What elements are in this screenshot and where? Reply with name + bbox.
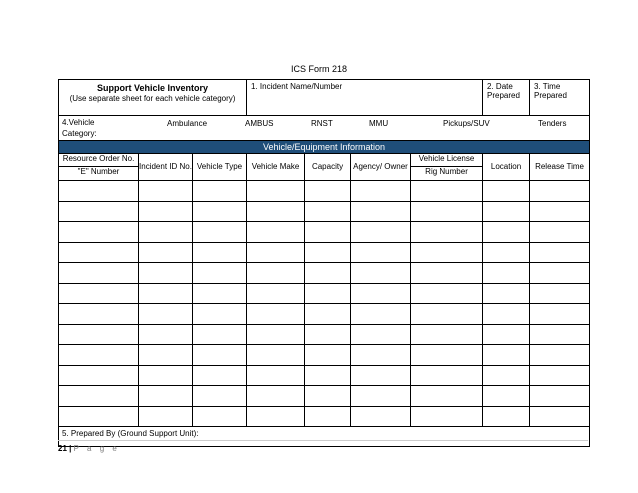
table-cell[interactable] xyxy=(59,181,139,202)
table-row xyxy=(59,283,590,304)
table-cell[interactable] xyxy=(247,406,305,427)
table-row xyxy=(59,365,590,386)
table-cell[interactable] xyxy=(59,406,139,427)
table-cell[interactable] xyxy=(483,222,530,243)
table-cell[interactable] xyxy=(530,386,590,407)
table-cell[interactable] xyxy=(247,304,305,325)
table-cell[interactable] xyxy=(483,181,530,202)
table-row xyxy=(59,304,590,325)
table-row xyxy=(59,181,590,202)
table-cell[interactable] xyxy=(139,304,193,325)
table-cell[interactable] xyxy=(193,365,247,386)
col-vehicle-license-top: Vehicle License xyxy=(411,154,482,167)
time-prepared-field[interactable] xyxy=(530,80,590,116)
table-cell[interactable] xyxy=(139,406,193,427)
table-cell[interactable] xyxy=(530,304,590,325)
page-number: 21 xyxy=(58,444,67,453)
table-row xyxy=(59,345,590,366)
table-cell[interactable] xyxy=(411,181,483,202)
table-cell[interactable] xyxy=(59,283,139,304)
table-cell[interactable] xyxy=(305,242,351,263)
table-cell[interactable] xyxy=(483,345,530,366)
table-cell[interactable] xyxy=(139,324,193,345)
incident-name-label: 1. Incident Name/Number xyxy=(251,82,343,91)
table-row xyxy=(59,386,590,407)
table-cell[interactable] xyxy=(139,365,193,386)
col-resource-order-bottom: "E" Number xyxy=(77,167,120,176)
category-option-rnst[interactable]: RNST xyxy=(311,119,333,128)
table-cell[interactable] xyxy=(351,345,411,366)
table-row xyxy=(59,242,590,263)
table-cell[interactable] xyxy=(305,386,351,407)
table-cell[interactable] xyxy=(59,386,139,407)
table-cell[interactable] xyxy=(530,345,590,366)
col-release-time: Release Time xyxy=(530,154,590,181)
table-cell[interactable] xyxy=(530,406,590,427)
table-cell[interactable] xyxy=(193,263,247,284)
table-cell[interactable] xyxy=(483,386,530,407)
table-cell[interactable] xyxy=(247,201,305,222)
table-cell[interactable] xyxy=(483,406,530,427)
date-prepared-label: 2. Date Prepared xyxy=(487,82,520,100)
prepared-by-label: 5. Prepared By (Ground Support Unit): xyxy=(62,429,199,438)
table-cell[interactable] xyxy=(139,263,193,284)
table-cell[interactable] xyxy=(483,324,530,345)
support-vehicle-inventory-form xyxy=(58,79,590,447)
table-cell[interactable] xyxy=(351,406,411,427)
col-capacity: Capacity xyxy=(305,154,351,181)
table-cell[interactable] xyxy=(139,283,193,304)
category-option-ambulance[interactable]: Ambulance xyxy=(167,119,208,128)
table-cell[interactable] xyxy=(59,304,139,325)
table-cell[interactable] xyxy=(305,263,351,284)
form-title: ICS Form 218 xyxy=(290,64,348,74)
table-cell[interactable] xyxy=(139,345,193,366)
table-cell[interactable] xyxy=(247,242,305,263)
table-cell[interactable] xyxy=(351,365,411,386)
table-cell[interactable] xyxy=(411,222,483,243)
form-heading: Support Vehicle Inventory xyxy=(96,83,209,93)
table-cell[interactable] xyxy=(247,386,305,407)
table-cell[interactable] xyxy=(351,181,411,202)
table-cell[interactable] xyxy=(247,283,305,304)
table-row xyxy=(59,324,590,345)
table-cell[interactable] xyxy=(59,324,139,345)
table-cell[interactable] xyxy=(305,365,351,386)
vehicle-category-label: 4.Vehicle Category: xyxy=(62,118,97,138)
category-option-mmu[interactable]: MMU xyxy=(369,119,389,128)
table-cell[interactable] xyxy=(483,365,530,386)
form-header-cell xyxy=(59,80,247,116)
table-cell[interactable] xyxy=(193,181,247,202)
table-cell[interactable] xyxy=(411,304,483,325)
table-cell[interactable] xyxy=(305,181,351,202)
table-cell[interactable] xyxy=(351,201,411,222)
table-cell[interactable] xyxy=(530,201,590,222)
page-footer xyxy=(58,444,120,453)
table-cell[interactable] xyxy=(139,386,193,407)
table-cell[interactable] xyxy=(193,304,247,325)
col-incident-id: Incident ID No. xyxy=(139,154,193,181)
table-cell[interactable] xyxy=(483,242,530,263)
col-resource-order xyxy=(59,154,139,181)
time-prepared-label: 3. Time Prepared xyxy=(534,82,567,100)
table-cell[interactable] xyxy=(483,263,530,284)
incident-name-field[interactable] xyxy=(247,80,483,116)
table-cell[interactable] xyxy=(411,324,483,345)
table-cell[interactable] xyxy=(530,181,590,202)
table-cell[interactable] xyxy=(411,386,483,407)
table-cell[interactable] xyxy=(530,283,590,304)
table-cell[interactable] xyxy=(411,242,483,263)
table-cell[interactable] xyxy=(193,222,247,243)
col-agency-owner: Agency/ Owner xyxy=(351,154,411,181)
table-row xyxy=(59,406,590,427)
table-cell[interactable] xyxy=(351,324,411,345)
category-option-tenders[interactable]: Tenders xyxy=(538,119,567,128)
table-cell[interactable] xyxy=(193,386,247,407)
form-subheading: (Use separate sheet for each vehicle category) xyxy=(69,94,236,103)
table-cell[interactable] xyxy=(305,304,351,325)
table-cell[interactable] xyxy=(139,181,193,202)
col-resource-order-top: Resource Order No. xyxy=(59,154,138,167)
col-vehicle-type: Vehicle Type xyxy=(193,154,247,181)
table-cell[interactable] xyxy=(351,222,411,243)
table-cell[interactable] xyxy=(305,406,351,427)
table-cell[interactable] xyxy=(351,283,411,304)
table-cell[interactable] xyxy=(59,242,139,263)
table-cell[interactable] xyxy=(139,222,193,243)
category-option-ambus[interactable]: AMBUS xyxy=(245,119,274,128)
table-cell[interactable] xyxy=(247,365,305,386)
table-cell[interactable] xyxy=(411,406,483,427)
table-cell[interactable] xyxy=(411,201,483,222)
table-cell[interactable] xyxy=(247,324,305,345)
table-cell[interactable] xyxy=(193,242,247,263)
table-cell[interactable] xyxy=(351,263,411,284)
page-label: P a g e xyxy=(73,444,120,453)
table-cell[interactable] xyxy=(351,242,411,263)
table-cell[interactable] xyxy=(305,222,351,243)
category-option-pickups-suv[interactable]: Pickups/SUV xyxy=(443,119,490,128)
table-cell[interactable] xyxy=(351,304,411,325)
table-cell[interactable] xyxy=(305,324,351,345)
col-vehicle-license xyxy=(411,154,483,181)
table-cell[interactable] xyxy=(59,201,139,222)
table-cell[interactable] xyxy=(305,201,351,222)
table-cell[interactable] xyxy=(530,263,590,284)
table-cell[interactable] xyxy=(483,304,530,325)
table-row xyxy=(59,201,590,222)
table-cell[interactable] xyxy=(483,201,530,222)
table-cell[interactable] xyxy=(411,283,483,304)
table-cell[interactable] xyxy=(247,263,305,284)
table-cell[interactable] xyxy=(530,222,590,243)
table-cell[interactable] xyxy=(193,345,247,366)
vehicle-equipment-banner: Vehicle/Equipment Information xyxy=(59,141,590,154)
table-cell[interactable] xyxy=(351,386,411,407)
table-cell[interactable] xyxy=(411,365,483,386)
table-cell[interactable] xyxy=(483,283,530,304)
table-cell[interactable] xyxy=(139,242,193,263)
table-cell[interactable] xyxy=(59,222,139,243)
table-row xyxy=(59,263,590,284)
prepared-by-field[interactable] xyxy=(59,427,590,447)
table-cell[interactable] xyxy=(193,324,247,345)
col-location: Location xyxy=(483,154,530,181)
table-cell[interactable] xyxy=(59,345,139,366)
table-cell[interactable] xyxy=(530,242,590,263)
table-cell[interactable] xyxy=(411,263,483,284)
table-cell[interactable] xyxy=(247,222,305,243)
page-separator: | xyxy=(69,444,72,453)
vehicle-category-row xyxy=(59,116,590,141)
table-cell[interactable] xyxy=(247,345,305,366)
table-cell[interactable] xyxy=(193,201,247,222)
table-cell[interactable] xyxy=(411,345,483,366)
table-cell[interactable] xyxy=(59,365,139,386)
page-divider xyxy=(58,440,588,441)
table-cell[interactable] xyxy=(305,345,351,366)
date-prepared-field[interactable] xyxy=(483,80,530,116)
col-vehicle-make: Vehicle Make xyxy=(247,154,305,181)
table-cell[interactable] xyxy=(247,181,305,202)
table-row xyxy=(59,222,590,243)
table-cell[interactable] xyxy=(305,283,351,304)
table-cell[interactable] xyxy=(530,324,590,345)
col-vehicle-license-bottom: Rig Number xyxy=(425,167,468,176)
table-cell[interactable] xyxy=(193,406,247,427)
table-cell[interactable] xyxy=(59,263,139,284)
table-cell[interactable] xyxy=(193,283,247,304)
table-cell[interactable] xyxy=(530,365,590,386)
table-cell[interactable] xyxy=(139,201,193,222)
